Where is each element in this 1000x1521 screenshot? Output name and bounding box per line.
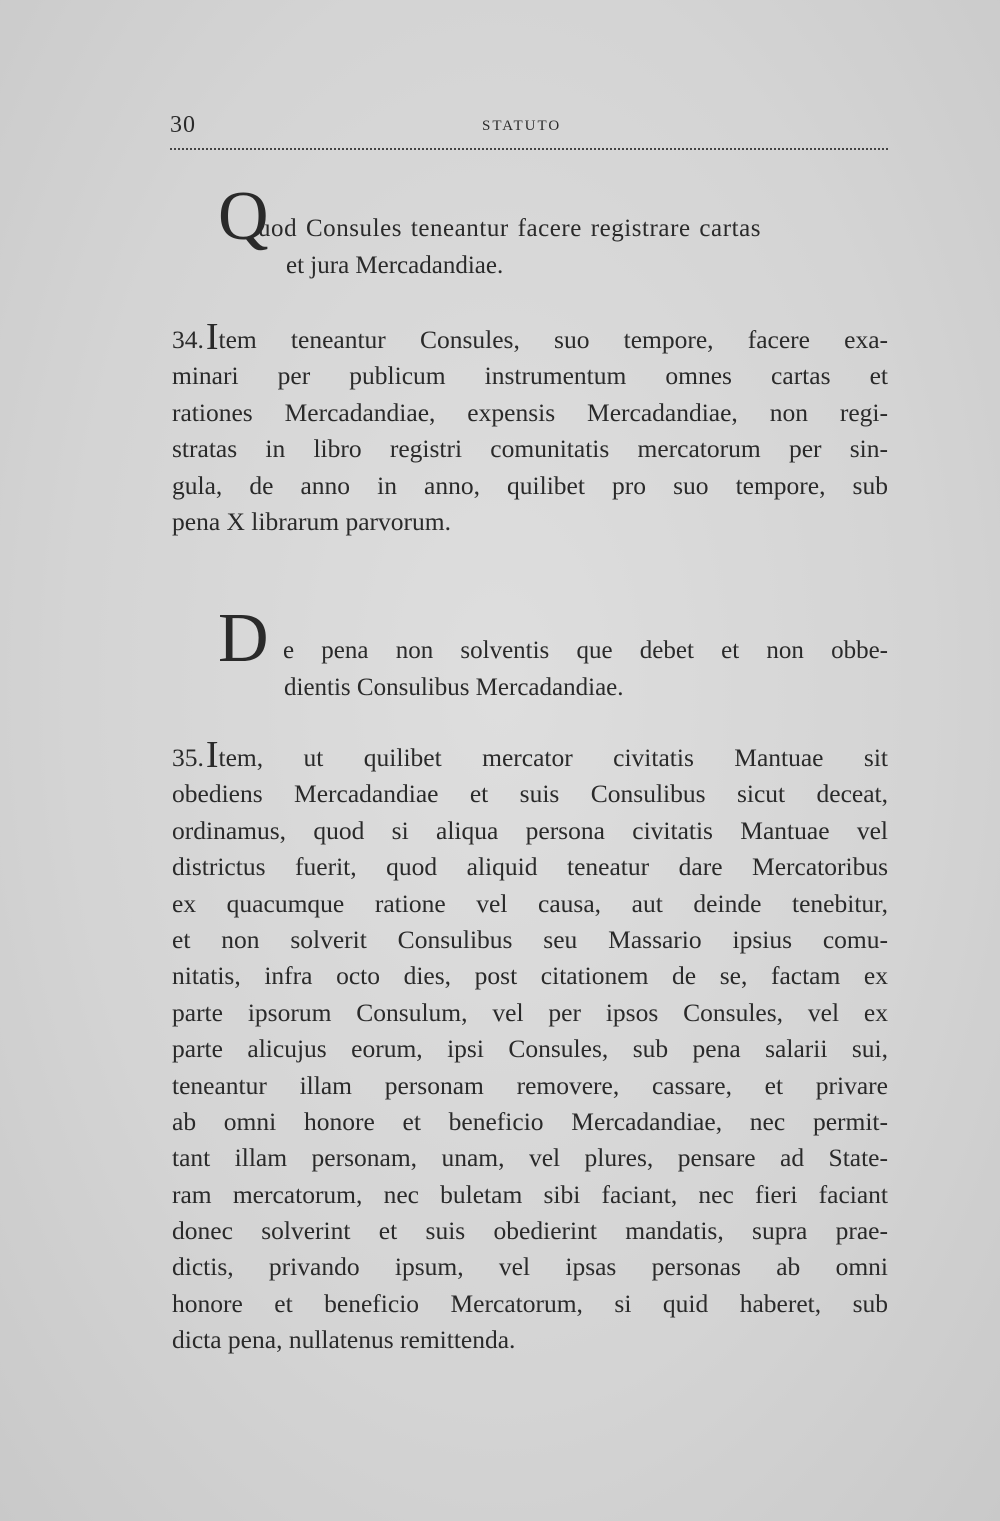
para-35-line: ram mercatorum, nec buletam sibi faciant, nec fieri faciant	[172, 1179, 888, 1209]
para-35-line: ordinamus, quod si aliqua persona civitatis Mantuae vel	[172, 815, 888, 845]
page-number: 30	[170, 112, 196, 138]
paragraph-34	[172, 316, 888, 540]
para-35-number: 35.	[172, 743, 204, 772]
paragraph-35	[172, 734, 888, 1359]
para-35-line: nitatis, infra octo dies, post citationem de se, factam ex	[172, 961, 888, 991]
section-heading-1-cont	[286, 247, 786, 284]
para-35-line: ex quacumque ratione vel causa, aut deinde tenebitur,	[172, 888, 888, 918]
section-heading-1	[258, 210, 888, 247]
para-35-line: et non solverit Consulibus seu Massario ipsius comu-	[172, 924, 888, 954]
section-heading-2	[283, 632, 888, 669]
page-header	[170, 112, 888, 142]
para-34-number: 34.	[172, 325, 204, 354]
para-35-line-1-text: tem, ut quilibet mercator civitatis Mantuae sit	[218, 743, 888, 772]
para-34-line: stratas in libro registri comunitatis mercatorum per sin-	[172, 434, 888, 464]
para-35-line: honore et beneficio Mercatorum, si quid haberet, sub	[172, 1288, 888, 1318]
running-head: STATUTO	[482, 118, 562, 134]
para-35-line: dicta pena, nullatenus remittenda.	[172, 1325, 516, 1355]
para-35-initial: I	[205, 734, 219, 776]
para-35-line-1	[172, 734, 888, 776]
para-35-line: teneantur illam personam removere, cassare, et privare	[172, 1070, 888, 1100]
para-35-line: dictis, privando ipsum, vel ipsas personas ab omni	[172, 1252, 888, 1282]
heading-2-line-1: e pena non solventis que debet et non obbe-	[283, 637, 888, 664]
para-34-line: pena X librarum parvorum.	[172, 506, 451, 536]
para-35-line: districtus fuerit, quod aliquid teneatur dare Mercatoribus	[172, 852, 888, 882]
heading-1-line-2: et jura Mercadandiae.	[286, 252, 504, 279]
para-35-line: donec solverint et suis obedierint mandatis, supra prae-	[172, 1216, 888, 1246]
heading-2-line-2: dientis Consulibus Mercadandiae.	[284, 674, 624, 701]
section-heading-2-cont	[284, 669, 784, 706]
header-rule	[170, 148, 888, 150]
para-34-line: gula, de anno in anno, quilibet pro suo tempore, sub	[172, 470, 888, 500]
para-35-line: tant illam personam, unam, vel plures, pensare ad State-	[172, 1143, 888, 1173]
para-35-line: ab omni honore et beneficio Mercadandiae, nec permit-	[172, 1106, 888, 1136]
para-34-line-1-text: tem teneantur Consules, suo tempore, facere exa-	[218, 325, 888, 354]
para-34-line: rationes Mercadandiae, expensis Mercadandiae, non regi-	[172, 397, 888, 427]
para-34-initial: I	[205, 316, 219, 358]
heading-1-line-1: uod Consules teneantur facere registrare cartas	[258, 215, 761, 242]
para-35-line: obediens Mercadandiae et suis Consulibus sicut deceat,	[172, 779, 888, 809]
para-35-line: parte ipsorum Consulum, vel per ipsos Consules, vel ex	[172, 997, 888, 1027]
drop-cap-q: Q	[218, 178, 269, 255]
para-34-line: minari per publicum instrumentum omnes cartas et	[172, 361, 888, 391]
para-35-line: parte alicujus eorum, ipsi Consules, sub pena salarii sui,	[172, 1034, 888, 1064]
para-34-line-1	[172, 316, 888, 358]
drop-cap-d: D	[218, 600, 269, 677]
